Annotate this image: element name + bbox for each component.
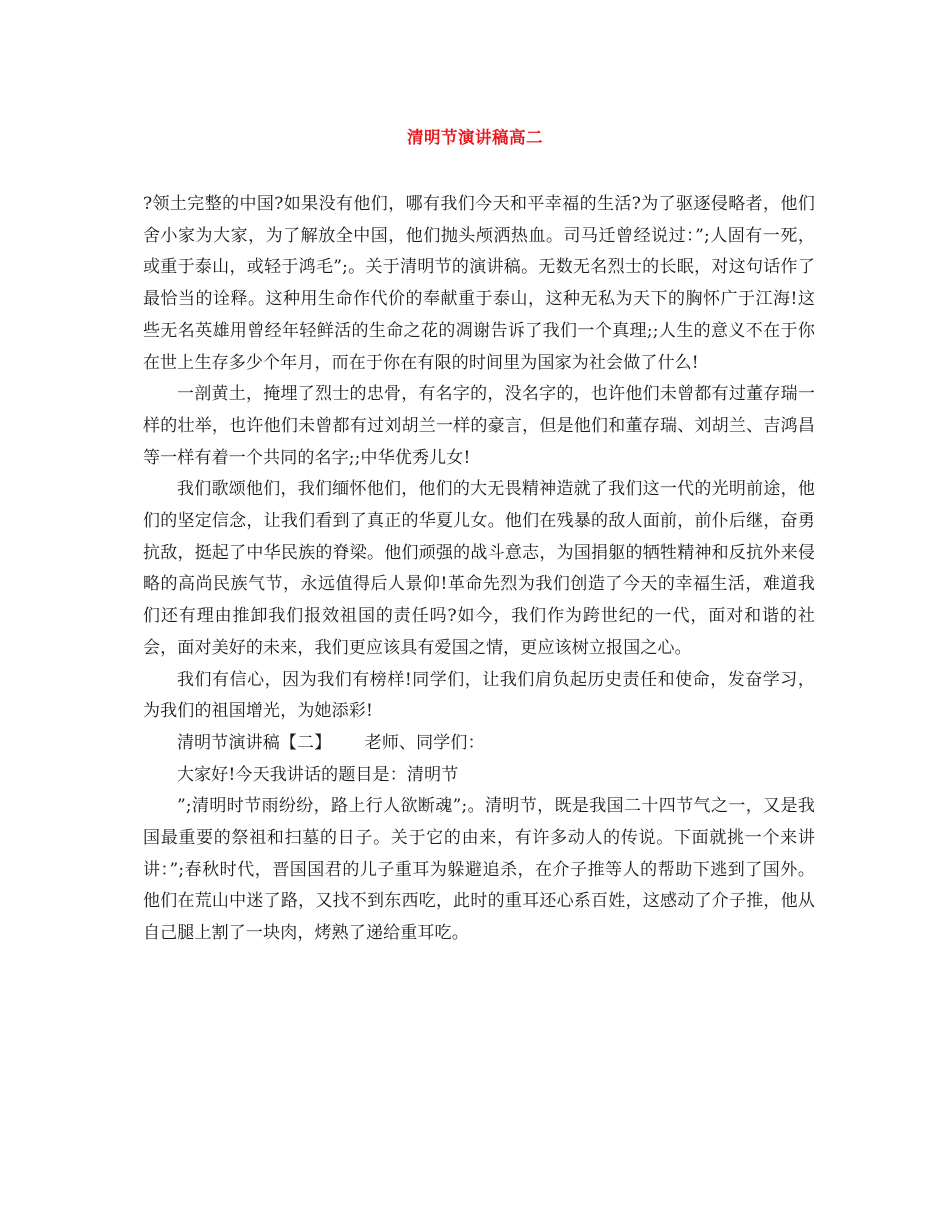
paragraph: 大家好!今天我讲话的题目是：清明节 xyxy=(177,764,459,785)
document-body xyxy=(143,189,815,950)
section-heading-line: 清明节演讲稿【二】 老师、同学们： xyxy=(177,732,485,753)
paragraph: 一剖黄土，掩埋了烈士的忠骨，有名字的，没名字的，也许他们未曾都有过董存瑞一样的壮举，也许他们未曾都有过刘胡兰一样的豪言，但是他们和董存瑞、刘胡兰、吉鸿昌等一样有着一个共同的名字;;中华优秀儿女! xyxy=(143,384,815,468)
paragraph: ”;清明时节雨纷纷，路上行人欲断魂”;。清明节，既是我国二十四节气之一，又是我国最重要的祭祖和扫墓的日子。关于它的由来，有许多动人的传说。下面就挑一个来讲讲：”;春秋时代，晋国国君的儿子重耳为躲避追杀，在介子推等人的帮助下逃到了国外。他们在荒山中迷了路，又找不到东西吃，此时的重耳还心系百姓，这感动了介子推，他从自己腿上割了一块肉，烤熟了递给重耳吃。 xyxy=(143,796,815,944)
document-title: 清明节演讲稿高二 xyxy=(407,128,543,147)
paragraph: 我们歌颂他们，我们缅怀他们，他们的大无畏精神造就了我们这一代的光明前途，他们的坚定信念，让我们看到了真正的华夏儿女。他们在残暴的敌人面前，前仆后继，奋勇抗敌，挺起了中华民族的脊梁。他们顽强的战斗意志，为国捐躯的牺牲精神和反抗外来侵略的高尚民族气节，永远值得后人景仰!革命先烈为我们创造了今天的幸福生活，难道我们还有理由推卸我们报效祖国的责任吗?如今，我们作为跨世纪的一代，面对和谐的社会，面对美好的未来，我们更应该具有爱国之情，更应该树立报国之心。 xyxy=(143,479,815,658)
paragraph: ?领土完整的中国?如果没有他们，哪有我们今天和平幸福的生活?为了驱逐侵略者，他们舍小家为大家，为了解放全中国，他们抛头颅洒热血。司马迁曾经说过：”;人固有一死，或重于泰山，或轻于鸿毛”;。关于清明节的演讲稿。无数无名烈士的长眠，对这句话作了最恰当的诠释。这种用生命作代价的奉献重于泰山，这种无私为天下的胸怀广于江海!这些无名英雄用曾经年轻鲜活的生命之花的凋谢告诉了我们一个真理;;人生的意义不在于你在世上生存多少个年月，而在于你在有限的时间里为国家为社会做了什么! xyxy=(143,194,815,373)
paragraph: 我们有信心，因为我们有榜样!同学们，让我们肩负起历史责任和使命，发奋学习，为我们的祖国增光，为她添彩! xyxy=(143,669,815,722)
